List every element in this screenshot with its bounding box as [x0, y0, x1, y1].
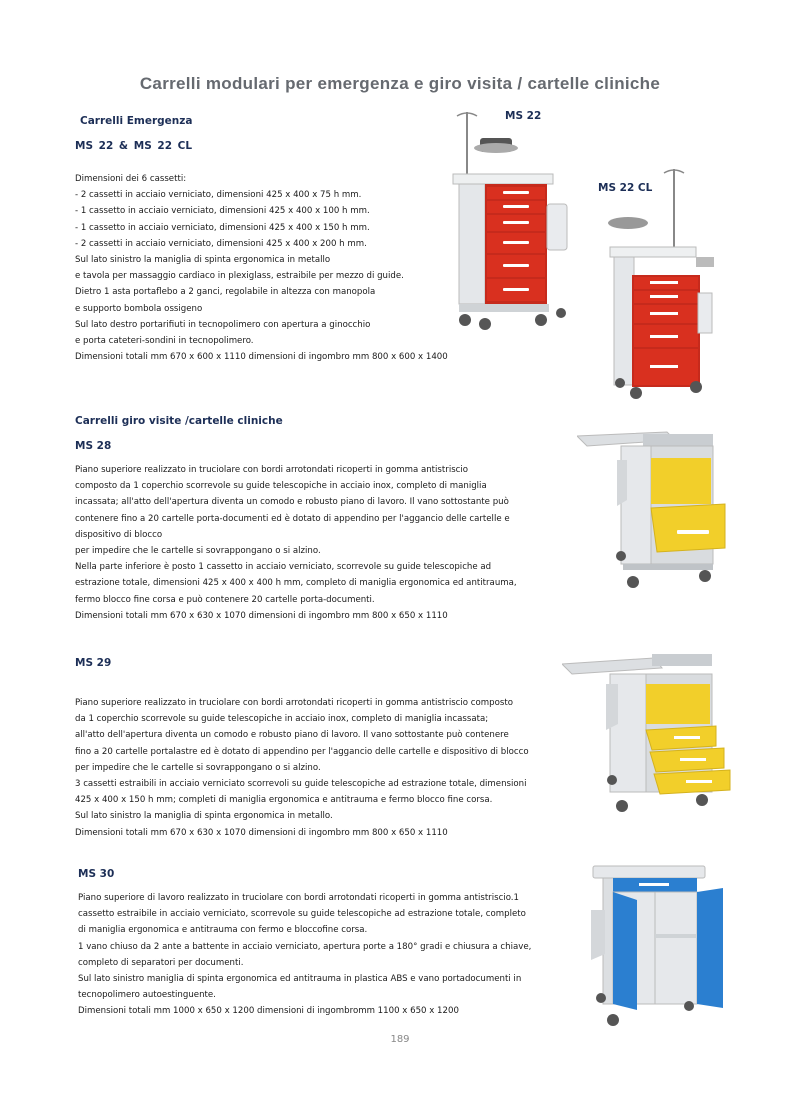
- text-line: Sul lato sinistro maniglia di spinta ergonomica ed antitrauma in plastica ABS e vano portadocumenti in: [78, 974, 522, 985]
- section-heading-emergenza: Carrelli Emergenza: [80, 115, 193, 127]
- text-line: dispositivo di blocco: [75, 529, 163, 540]
- text-line: contenere fino a 20 cartelle porta-documenti ed è dotato di appendino per l'aggancio delle cartelle e: [75, 513, 510, 524]
- model-title-ms22: MS 22 & MS 22 CL: [75, 140, 193, 152]
- paragraph-ms28: [75, 462, 517, 624]
- text-line: 425 x 400 x 150 h mm; completi di maniglia ergonomica e antitrauma e fermo blocco fine corsa.: [75, 795, 493, 806]
- model-title-ms29: MS 29: [75, 657, 112, 669]
- text-line: Piano superiore realizzato in truciolare con bordi arrotondati ricoperti in gomma antistriscio composto: [75, 698, 513, 708]
- text-line: - 1 cassetto in acciaio verniciato, dimensioni 425 x 400 x 150 h mm.: [75, 222, 370, 233]
- text-line: Sul lato sinistro la maniglia di spinta ergonomica in metallo.: [75, 811, 333, 822]
- text-line: Dimensioni totali mm 670 x 600 x 1110 dimensioni di ingombro mm 800 x 600 x 1400: [75, 352, 448, 363]
- text-line: per impedire che le cartelle si sovrappongano o si alzino.: [75, 762, 321, 773]
- text-line: Dimensioni totali mm 1000 x 650 x 1200 dimensioni di ingombromm 1100 x 650 x 1200: [78, 1006, 459, 1017]
- cart-ms28-image: [577, 430, 737, 595]
- text-line: da 1 coperchio scorrevole su guide telescopiche in acciaio inox, completo di maniglia incassata;: [75, 714, 489, 725]
- page-number: 189: [390, 1034, 410, 1045]
- text-line: composto da 1 coperchio scorrevole su guide telescopiche in acciaio inox, completo di maniglia: [75, 481, 487, 492]
- paragraph-ms29: [75, 695, 529, 841]
- text-line: e tavola per massaggio cardiaco in plexiglass, estraibile per mezzo di guide.: [75, 271, 404, 282]
- text-line: Sul lato sinistro la maniglia di spinta ergonomica in metallo: [75, 255, 331, 266]
- text-line: all'atto dell'apertura diventa un comodo e robusto piano di lavoro. Il vano sottostante può contenere: [75, 730, 509, 741]
- label-ms22cl: MS 22 CL: [598, 182, 653, 194]
- text-line: - 2 cassetti in acciaio verniciato, dimensioni 425 x 400 x 200 h mm.: [75, 238, 367, 249]
- cart-ms22cl-image: [600, 165, 725, 403]
- cart-ms29-image: [562, 650, 737, 818]
- text-line: Dimensioni totali mm 670 x 630 x 1070 dimensioni di ingombro mm 800 x 650 x 1110: [75, 827, 448, 838]
- text-line: Dietro 1 asta portaflebo a 2 ganci, regolabile in altezza con manopola: [75, 287, 376, 298]
- cart-ms30-image: [583, 862, 733, 1032]
- cart-ms22-image: [445, 108, 575, 336]
- text-line: tecnopolimero autoestinguente.: [78, 990, 216, 1001]
- text-line: Nella parte inferiore è posto 1 cassetto in acciaio verniciato, scorrevole su guide telescopiche ad: [75, 562, 492, 573]
- label-ms22: MS 22: [505, 110, 542, 122]
- text-line: 3 cassetti estraibili in acciaio verniciato scorrevoli su guide telescopiche ad estrazione totale, dimensioni: [75, 779, 527, 790]
- text-line: fino a 20 cartelle portalastre ed è dotato di appendino per l'aggancio delle cartelle e dispositivo di blocco: [75, 746, 529, 757]
- text-line: incassata; all'atto dell'apertura diventa un comodo e robusto piano di lavoro. Il vano sottostante può: [75, 497, 509, 508]
- text-line: e porta cateteri-sondini in tecnopolimero.: [75, 336, 254, 347]
- text-line: cassetto estraibile in acciaio verniciato, scorrevole su guide telescopiche ad estrazione totale, completo: [78, 909, 526, 920]
- text-line: e supporto bombola ossigeno: [75, 303, 203, 314]
- paragraph-ms30: [78, 890, 531, 1020]
- text-line: Piano superiore di lavoro realizzato in truciolare con bordi arrotondati ricoperti in gomma antistriscio.1: [78, 893, 520, 903]
- text-line: di maniglia ergonomica e antitrauma con fermo e bloccofine corsa.: [78, 925, 368, 936]
- text-line: Dimensioni dei 6 cassetti:: [75, 174, 187, 184]
- text-line: fermo blocco fine corsa e può contenere 20 cartelle porta-documenti.: [75, 594, 375, 605]
- text-line: - 1 cassetto in acciaio verniciato, dimensioni 425 x 400 x 100 h mm.: [75, 206, 370, 217]
- page-title: Carrelli modulari per emergenza e giro visita / cartelle cliniche: [139, 74, 661, 93]
- text-line: 1 vano chiuso da 2 ante a battente in acciaio verniciato, apertura porte a 180° gradi e chiusura a chiave,: [78, 941, 532, 952]
- text-line: Dimensioni totali mm 670 x 630 x 1070 dimensioni di ingombro mm 800 x 650 x 1110: [75, 610, 448, 621]
- model-title-ms28: MS 28: [75, 440, 112, 452]
- text-line: estrazione totale, dimensioni 425 x 400 x 400 h mm, completo di maniglia ergonomica ed antitrauma,: [75, 578, 517, 589]
- text-line: completo di separatori per documenti.: [78, 957, 244, 968]
- paragraph-ms22: [75, 171, 448, 365]
- text-line: per impedire che le cartelle si sovrappongano o si alzino.: [75, 546, 321, 557]
- model-title-ms30: MS 30: [78, 868, 115, 880]
- section-heading-giro-visite: Carrelli giro visite /cartelle cliniche: [75, 415, 283, 427]
- text-line: Sul lato destro portarifiuti in tecnopolimero con apertura a ginocchio: [75, 319, 371, 330]
- text-line: - 2 cassetti in acciaio verniciato, dimensioni 425 x 400 x 75 h mm.: [75, 190, 362, 201]
- text-line: Piano superiore realizzato in truciolare con bordi arrotondati ricoperti in gomma antistriscio: [75, 465, 469, 475]
